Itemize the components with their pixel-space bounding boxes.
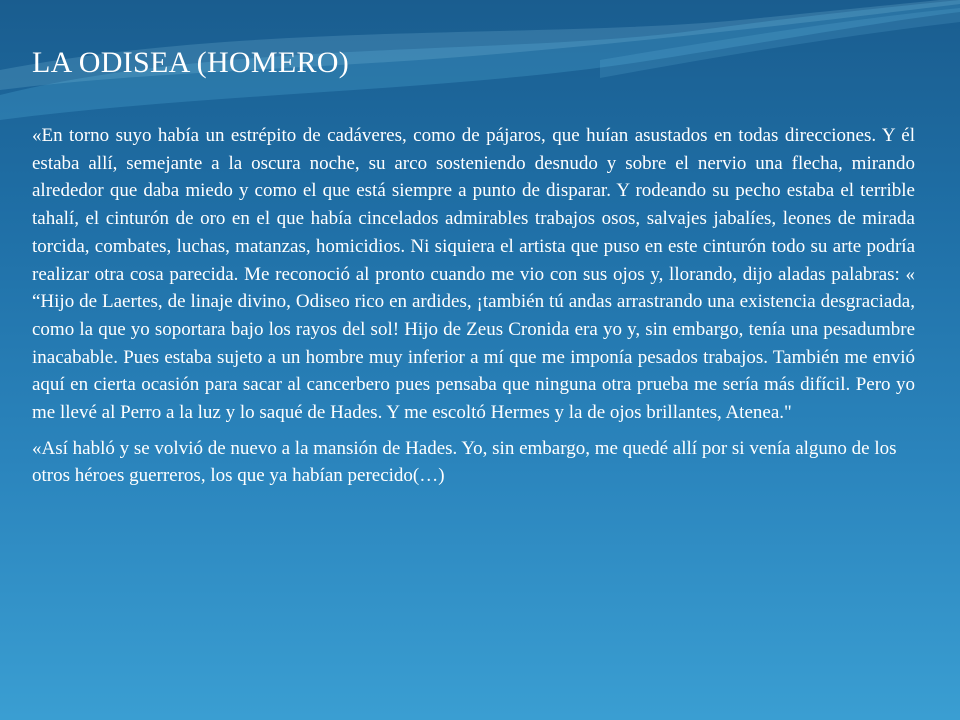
paragraph-2: «Así habló y se volvió de nuevo a la mansión de Hades. Yo, sin embargo, me quedé allí por si venía alguno de los otros héroes guerreros, los que ya habían perecido(…) [32, 437, 897, 487]
body-text [32, 122, 915, 498]
slide-title: LA ODISEA (HOMERO) [32, 46, 350, 79]
paragraph-1: «En torno suyo había un estrépito de cadáveres, como de pájaros, que huían asustados en todas direcciones. Y él estaba allí, semejante a la oscura noche, su arco sosteniendo desnudo y sobre el nervio una flecha, mirando alrededor que daba miedo y como el que está siempre a punto de disparar. Y rodeando su pecho estaba el terrible tahalí, el cinturón de oro en el que había cincelados admirables trabajos osos, salvajes jabalíes, leones de mirada torcida, combates, luchas, matanzas, homicidios. Ni siquiera el artista que puso en este cinturón todo su arte podría realizar otra cosa parecida. Me reconoció al pronto cuando me vio con sus ojos y, llorando, dijo aladas palabras: « “Hijo de Laertes, de linaje divino, Odiseo rico en ardides, ¡también tú andas arrastrando una existencia desgraciada, como la que yo soportara bajo los rayos del sol! Hijo de Zeus Cronida era yo y, sin embargo, tenía una pesadumbre inacabable. Pues estaba sujeto a un hombre muy inferior a mí que me imponía pesados trabajos. También me envió aquí en cierta ocasión para sacar al cancerbero pues pensaba que ninguna otra prueba me sería más difícil. Pero yo me llevé al Perro a la luz y lo saqué de Hades. Y me escoltó Hermes y la de ojos brillantes, Atenea." [32, 125, 915, 424]
